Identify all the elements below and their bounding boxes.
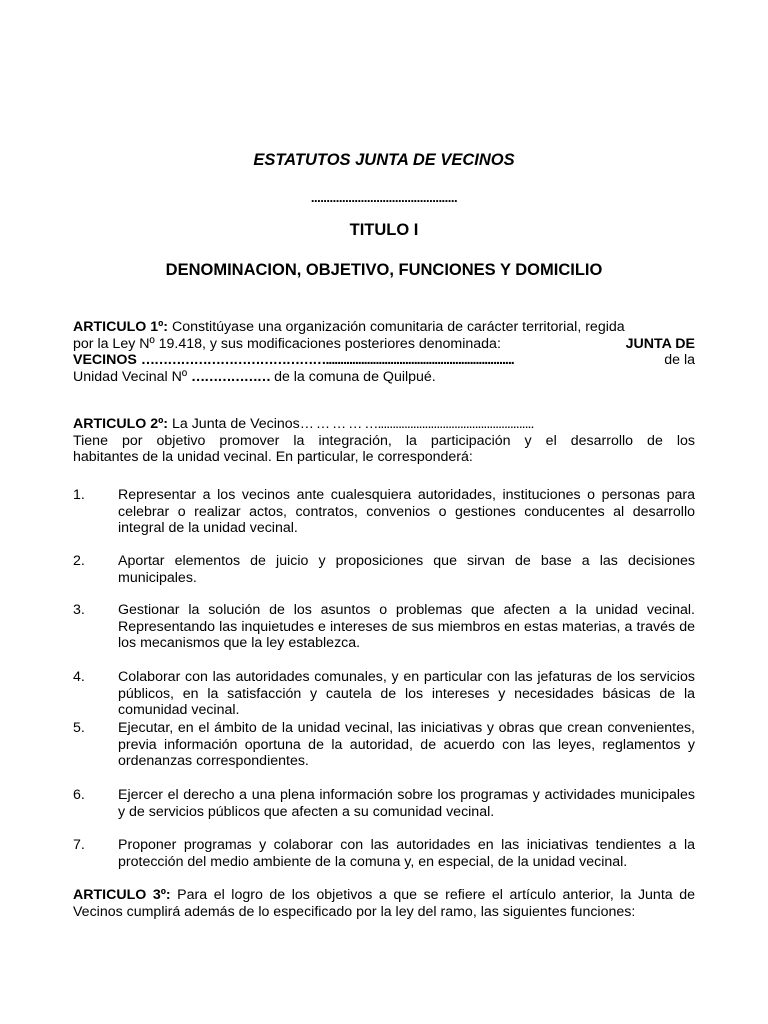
articulo-1-line-1 — [73, 319, 695, 336]
articulo-2-line-3: habitantes de la unidad vecinal. En particular, le corresponderá: — [73, 449, 473, 466]
document-title: ESTATUTOS JUNTA DE VECINOS — [253, 151, 515, 169]
list-item-text: Colaborar con las autoridades comunales, y en particular con las jefaturas de los servicios públicos, en la satisfacción y cautela de los intereses y necesidades básicas de la comunidad vecinal. — [118, 669, 695, 719]
unidad-blank-dots: ……………… — [190, 368, 271, 385]
junta-blank-dots: … … … … …..................................................... — [299, 416, 534, 432]
list-item-text: Aportar elementos de juicio y proposiciones que sirvan de base a las decisiones municipales. — [118, 553, 695, 586]
articulo-3-label: ARTICULO 3º: — [73, 887, 171, 903]
articulo-1-label: ARTICULO 1º: — [73, 319, 169, 335]
articulo-1-text: Constitúyase una organización comunitaria de carácter territorial, regida — [168, 319, 625, 335]
articulo-3-text: Para el logro de los objetivos a que se refiere el artículo anterior, la Junta de Vecinos cumplirá además de lo especificado por la ley del ramo, las siguientes funciones: — [73, 887, 695, 920]
list-item-number: 7. — [73, 837, 85, 853]
articulo-1-line-2: por la Ley Nº 19.418, y sus modificaciones posteriores denominada: JUNTA DE — [73, 335, 695, 352]
articulo-2-label: ARTICULO 2º: — [73, 416, 169, 432]
list-item-number: 3. — [73, 602, 85, 618]
articulo-1-line-3: VECINOS ……………………………………................................................................ de la — [73, 352, 695, 369]
list-item-text: Ejecutar, en el ámbito de la unidad vecinal, las iniciativas y obras que crean convenientes, previa información oportuna de la autoridad, de acuerdo con las leyes, reglamentos y ordenanzas correspondientes. — [118, 720, 695, 770]
list-item-text: Representar a los vecinos ante cualesquiera autoridades, instituciones o personas para celebrar o realizar actos, contratos, convenios o gestiones conducentes al desarrollo integral de la unidad vecinal. — [118, 487, 695, 537]
junta-de-bold: JUNTA DE — [625, 335, 695, 352]
list-item-number: 1. — [73, 487, 85, 503]
articulo-1 — [73, 319, 695, 385]
articulo-3 — [73, 887, 695, 920]
articulo-2-line-1: ARTICULO 2º: La Junta de Vecinos… … … … …..................................................... — [73, 416, 534, 432]
list-item-number: 4. — [73, 669, 85, 685]
titulo-heading: TITULO I — [349, 221, 419, 239]
list-item-text: Gestionar la solución de los asuntos o problemas que afecten a la unidad vecinal. Representando las inquietudes e intereses de sus miembros en estas materias, a través de los mecanismos que la ley establezca. — [118, 602, 695, 652]
section-subtitle: DENOMINACION, OBJETIVO, FUNCIONES Y DOMICILIO — [165, 261, 603, 279]
title-dotted-line: ............................................... — [310, 190, 458, 205]
articulo-1-line-4: Unidad Vecinal Nº ……………… de la comuna de Quilpué. — [73, 368, 436, 385]
list-item-text: Ejercer el derecho a una plena información sobre los programas y actividades municipales y de servicios públicos que afecten a su comunidad vecinal. — [118, 787, 695, 820]
articulo-2 — [73, 416, 695, 466]
list-item-number: 2. — [73, 553, 85, 569]
list-item-number: 5. — [73, 720, 85, 736]
list-item-text: Proponer programas y colaborar con las autoridades en las iniciativas tendientes a la protección del medio ambiente de la comuna y, en especial, de la unidad vecinal. — [118, 837, 695, 870]
name-blank-dots: ……………………………………................................................................ — [140, 352, 514, 369]
articulo-2-line-2: Tiene por objetivo promover la integración, la participación y el desarrollo de los — [73, 432, 695, 449]
list-item-number: 6. — [73, 787, 85, 803]
